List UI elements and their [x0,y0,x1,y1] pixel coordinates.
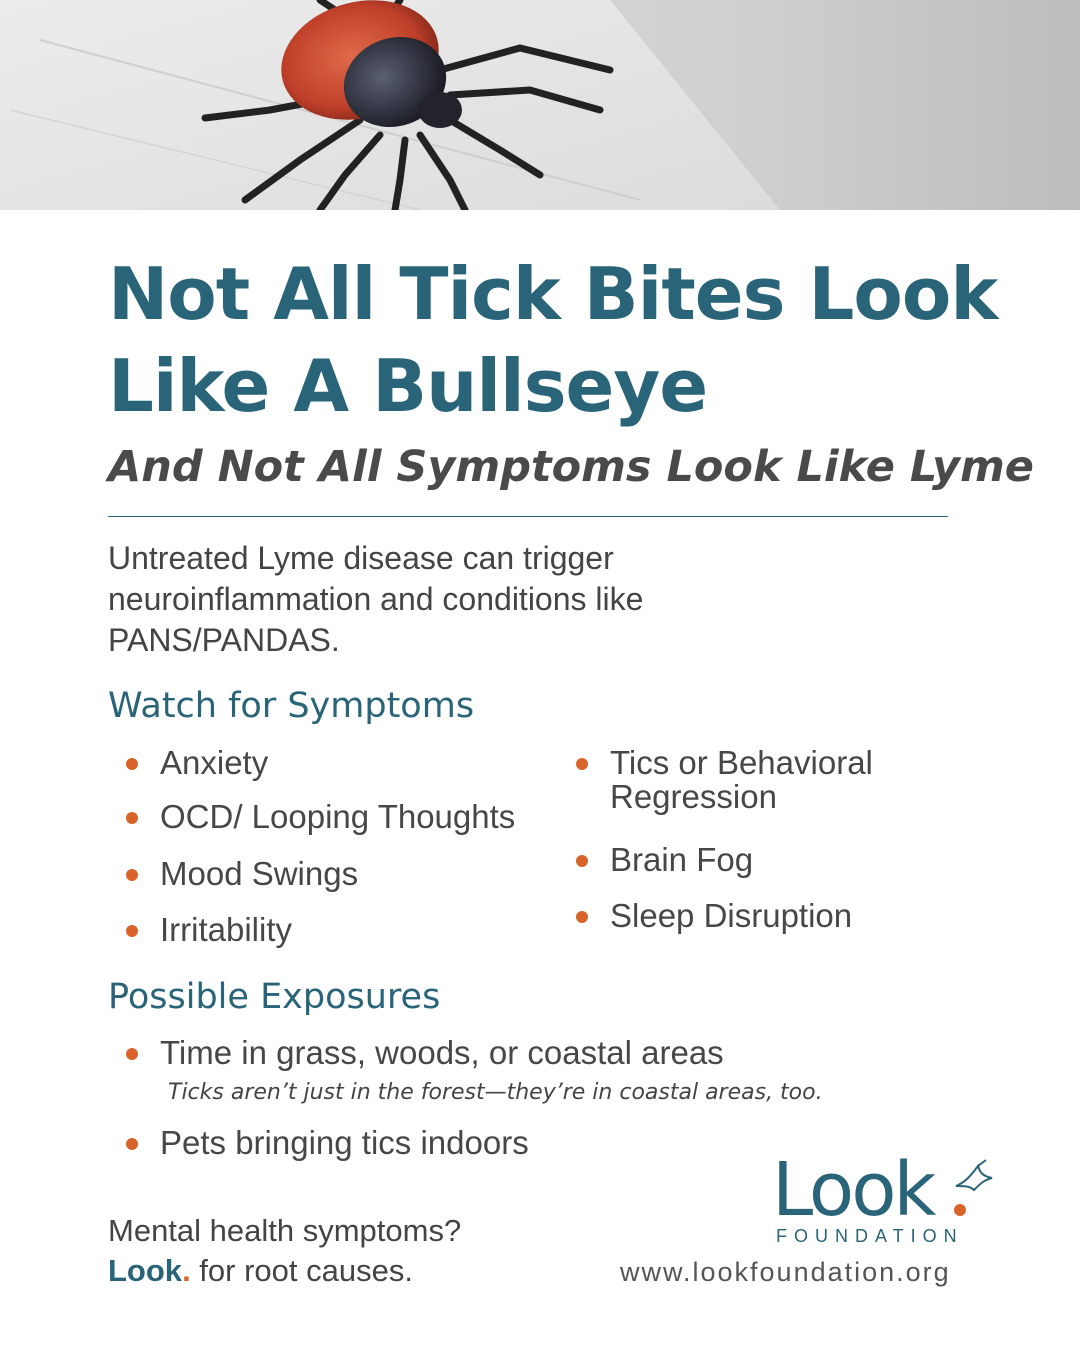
footer-tagline [108,1211,461,1291]
logo-subtitle: FOUNDATION [776,1226,964,1246]
symptom-item: Anxiety [160,746,268,780]
exposure-note: Ticks aren’t just in the forest—they’re in coastal areas, too. [168,1080,823,1105]
tick-photo [0,0,1080,210]
bullet-dot-icon [576,911,588,923]
intro-text: Untreated Lyme disease can trigger neuroinflammation and conditions like PANS/PANDAS. [108,540,644,658]
page-title: Not All Tick Bites Look Like A Bullseye [108,252,998,428]
website-url: www.lookfoundation.org [620,1257,951,1287]
symptom-item: Irritability [160,913,292,947]
bullet-dot-icon [126,812,138,824]
symptom-item: Brain Fog [610,843,753,877]
hero-image [0,0,1080,210]
bullet-dot-icon [126,1138,138,1150]
exposure-item: Pets bringing tics indoors [160,1126,529,1160]
bullet-dot-icon [126,869,138,881]
logo-dot [954,1204,966,1216]
symptom-item: Tics or Behavioral Regression [610,746,940,814]
symptom-item: Mood Swings [160,857,358,891]
look-foundation-logo [760,1147,1020,1250]
tagline-line1: Mental health symptoms? [108,1213,462,1248]
hummingbird-icon [952,1156,1000,1204]
exposure-item: Time in grass, woods, or coastal areas [160,1036,724,1070]
bullet-dot-icon [126,1048,138,1060]
tagline-brand-dot: . [182,1253,191,1288]
bullet-dot-icon [576,855,588,867]
bullet-dot-icon [576,758,588,770]
tagline-rest: for root causes. [190,1253,413,1288]
page-subtitle: And Not All Symptoms Look Like Lyme [108,442,1034,492]
tagline-brand: Look [108,1253,183,1288]
symptoms-heading: Watch for Symptoms [108,686,475,726]
symptom-item: OCD/ Looping Thoughts [160,800,515,834]
logo-wordmark: Look [772,1147,934,1233]
bullet-dot-icon [126,925,138,937]
exposures-heading: Possible Exposures [108,977,441,1017]
bullet-dot-icon [126,758,138,770]
divider [108,516,948,517]
symptom-item: Sleep Disruption [610,899,852,933]
